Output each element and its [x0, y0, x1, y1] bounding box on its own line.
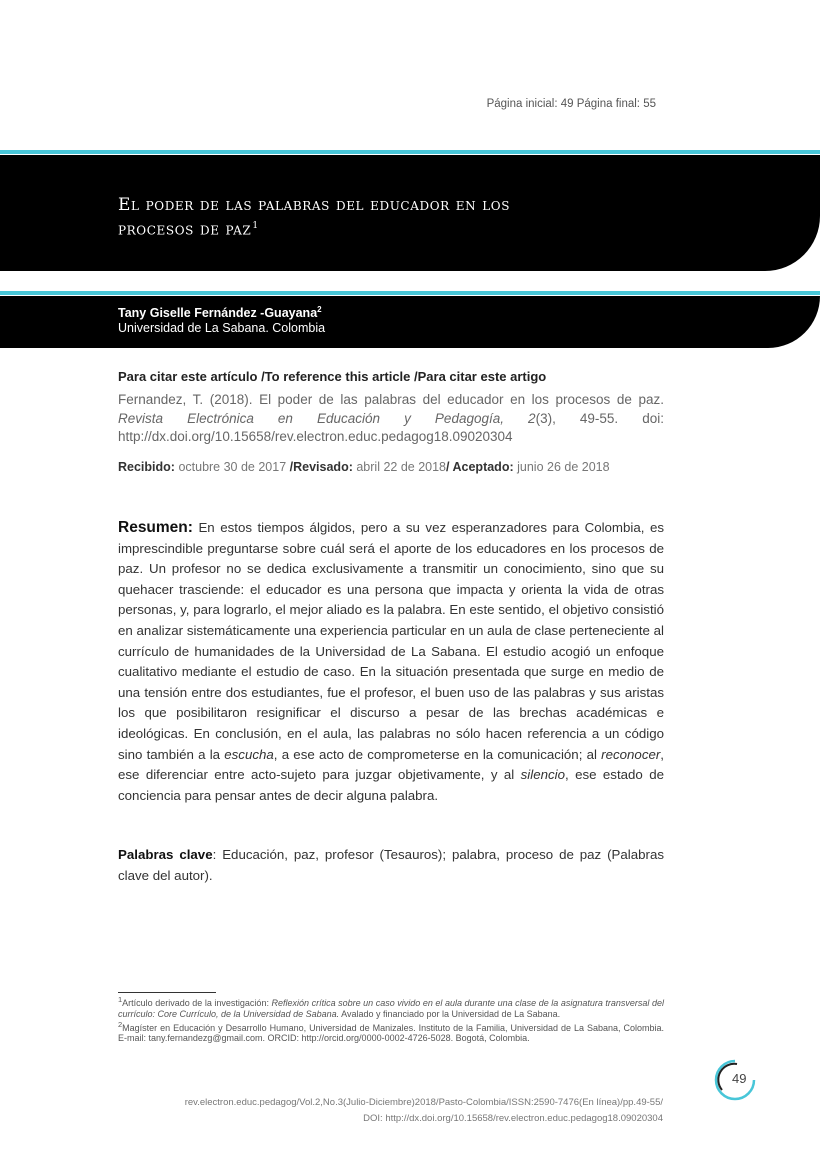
citation-heading: Para citar este artículo /To reference this article /Para citar este artigo	[118, 369, 547, 384]
keywords	[118, 845, 664, 886]
abstract-text-2: , a ese acto de comprometerse en la comunicación; al	[273, 746, 602, 762]
citation-text	[118, 391, 664, 447]
footnote-1-end: Avalado y financiado por la Universidad de La Sabana.	[339, 1008, 561, 1019]
received-label: Recibido:	[118, 460, 175, 474]
author-footnote-mark[interactable]: 2	[317, 305, 322, 314]
footnote-1-start: Artículo derivado de la investigación:	[122, 998, 272, 1008]
abstract-em-silencio: silencio	[520, 767, 565, 783]
footnote-rule	[118, 992, 216, 993]
keywords-label: Palabras clave	[118, 847, 213, 862]
abstract-em-reconocer: reconocer	[601, 746, 661, 762]
citation-journal: Revista Electrónica en Educación y Pedagogía, 2	[118, 410, 536, 426]
title-band	[0, 155, 820, 271]
revised-date: abril 22 de 2018	[356, 460, 447, 474]
citation-text-start: Fernandez, T. (2018). El poder de las palabras del educador en los procesos de paz.	[118, 392, 664, 407]
accepted-date: junio 26 de 2018	[517, 460, 610, 474]
author-affiliation: Universidad de La Sabana. Colombia	[118, 321, 326, 335]
author-name	[118, 305, 322, 320]
footnote-1	[118, 995, 664, 1020]
article-title-text: El poder de las palabras del educador en los procesos de paz	[118, 195, 511, 240]
abstract-text-1: En estos tiempos álgidos, pero a su vez esperanzadores para Colombia, es imprescindible preguntarse sobre cuál será el aporte de los educadores en los procesos de paz. Un profesor no se dedica exclusivamente a transmitir un conocimiento, sino que su quehacer trasciende: el educador es una persona que impacta y orienta la vida de otras personas, y, para lograrlo, el mejor aliado es la palabra. En este sentido, el objetivo consistió en analizar sistemáticamente una experiencia particular en un aula de clase perteneciente al currículo de humanidades de la Universidad de La Sabana. El estudio acogió un enfoque cualitativo mediante el estudio de caso. En la situación presentada que surge en medio de una tensión entre dos estudiantes, fue el profesor, el buen uso de las palabras y sus aristas los que posibilitaron resignificar el discurso a pesar de las brechas académicas e ideológicas. En conclusión, en el aula, las palabras no sólo hacen referencia a un código sino también a la	[118, 520, 664, 762]
footnote-2-text: Magíster en Educación y Desarrollo Humano, Universidad de Manizales. Instituto de la Familia, Universidad de La Sabana, Colombia. E-mail: tany.fernandezg@gmail.com. ORCID: http://orcid.org/0000-0002-4726-5028. Bogotá, Colombia.	[118, 1022, 664, 1044]
accent-line-top	[0, 150, 820, 154]
article-dates	[118, 460, 610, 474]
abstract-text-3: , ese diferenciar entre acto-sujeto para juzgar objetivamente, y al	[118, 746, 664, 783]
footer-doi[interactable]: DOI: http://dx.doi.org/10.15658/rev.electron.educ.pedagog18.09020304	[363, 1113, 663, 1124]
author-band	[0, 296, 820, 348]
abstract-em-escucha: escucha	[224, 746, 274, 762]
footnotes	[118, 995, 664, 1044]
footnote-1-italic: Reflexión crítica sobre un caso vivido en el aula durante una clase de la asignatura transversal del currículo: Core Currículo, de la Universidad de Sabana.	[118, 998, 664, 1019]
accent-line-author	[0, 291, 820, 295]
citation-doi[interactable]: (3), 49-55. doi: http://dx.doi.org/10.15658/rev.electron.educ.pedagog18.09020304	[118, 410, 665, 444]
footer-url[interactable]: rev.electron.educ.pedagog/Vol.2,No.3(Julio-Diciembre)2018/Pasto-Colombia/ISSN:2590-7476(En línea)/pp.49-55/	[184, 1097, 663, 1108]
footnote-1-mark: 1	[118, 995, 123, 1004]
keywords-text: : Educación, paz, profesor (Tesauros); palabra, proceso de paz (Palabras clave del autor).	[118, 847, 664, 883]
title-footnote-mark[interactable]: 1	[252, 221, 259, 231]
article-title	[118, 195, 578, 241]
revised-label: /Revisado:	[289, 460, 353, 474]
footnote-2	[118, 1020, 664, 1045]
author-name-text: Tany Giselle Fernández -Guayana	[118, 306, 318, 321]
footnote-2-mark: 2	[118, 1019, 123, 1029]
abstract-label: Resumen:	[118, 519, 193, 536]
received-date: octubre 30 de 2017	[178, 460, 287, 474]
abstract-text-4: , ese estado de conciencia para pensar antes de decir alguna palabra.	[118, 767, 664, 803]
page-range: Página inicial: 49 Página final: 55	[486, 98, 656, 110]
accepted-label: / Aceptado:	[446, 460, 514, 474]
abstract	[118, 518, 664, 806]
page-number: 49	[732, 1071, 747, 1086]
